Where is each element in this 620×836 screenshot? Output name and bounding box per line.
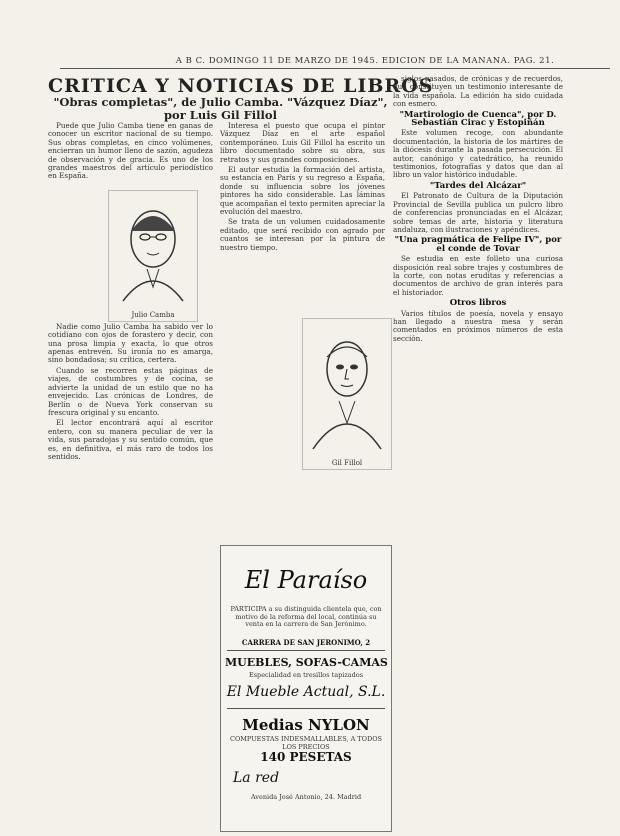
- portrait-julio-camba: [108, 190, 198, 322]
- news-column: [393, 75, 563, 830]
- paragraph: El autor estudia la formación del artista, su estancia en París y su regreso a España, donde su influencia sobre los jóvenes pintores ha sido considerable. Las láminas que acompañan el texto permiten apreciar la evolución del maestro.: [220, 165, 385, 217]
- portrait-caption: Gil Fillol: [331, 459, 363, 467]
- ad-store-address: Avenida José Antonio, 24. Madrid: [250, 793, 362, 801]
- ad-logo: El Paraíso: [244, 566, 368, 594]
- paragraph: El Patronato de Cultura de la Diputación Provincial de Sevilla publica un pulcro libro de conferencias pronunciadas en el Alcázar, sobre temas de arte, historia y literatura andaluza, con ilustraciones y apéndices.: [393, 191, 563, 234]
- portrait-caption: Julio Camba: [131, 311, 175, 319]
- ad-divider: [227, 650, 385, 651]
- ad-street: CARRERA DE SAN JERONIMO, 2: [241, 638, 371, 647]
- section-heading: "Martirologio de Cuenca", por D. Sebastián Cirac y Estopiñán: [399, 109, 557, 129]
- advertisement: [220, 545, 392, 832]
- paragraph: Se estudia en este folleto una curiosa disposición real sobre trajes y costumbres de la corte, con notas eruditas y referencias a documentos de archivo de gran interés para el historiador.: [393, 254, 563, 297]
- page-header: A B C. DOMINGO 11 DE MARZO DE 1945. EDICION DE LA MAÑANA. PAG. 21.: [175, 56, 555, 66]
- ad-stockings-heading: Medias NYLON: [242, 716, 370, 734]
- ad-furniture-sub: Especialidad en tresillos tapizados: [248, 671, 364, 679]
- section-heading: "Tardes del Alcázar": [429, 180, 527, 191]
- ad-store-name: La red: [233, 770, 280, 786]
- ad-text: PARTICIPA a su distinguida clientela que, con motivo de la reforma del local, continúa su venta en la carrera de San Jerónimo.: [230, 605, 382, 628]
- portrait-drawing: [109, 191, 197, 309]
- article-subtitle: "Obras completas", de Julio Camba. "Vázquez Díaz", por Luis Gil Fillol: [53, 95, 388, 122]
- paragraph: Cuando se recorren estas páginas de viajes, de costumbres y de cocina, se advierte la unidad de un estilo que no ha envejecido. Las crónicas de Londres, de Berlín o de Nueva York conservan su frescura original y su encanto.: [48, 365, 213, 417]
- paragraph: Se trata de un volumen cuidadosamente editado, que será recibido con agrado por cuantos se interesan por la pintura de nuestro tiempo.: [220, 217, 385, 252]
- header-rule: [60, 68, 610, 69]
- paragraph: Puede que Julio Camba tiene en ganas de conocer un escritor nacional de su tiempo. Sus obras completas, en cinco volúmenes, encierran un humor lleno de sazón, agudeza de observación y de gracia. Es uno de los grandes maestros del artículo periodístico en España.: [48, 122, 213, 181]
- section-heading: "Una pragmática de Felipe IV", por el conde de Tovar: [394, 235, 562, 254]
- portrait-gil-fillol: [302, 318, 392, 470]
- paragraph: Varios títulos de poesía, novela y ensayo han llegado a nuestra mesa y serán comentados en próximos números de esta sección.: [393, 308, 563, 343]
- ad-divider: [227, 708, 385, 709]
- paragraph: Nadie como Julio Camba ha sabido ver lo cotidiano con ojos de forastero y decir, con una prosa limpia y exacta, lo que otros apenas entrevén. Su ironía no es amarga, sino bondadosa; su crítica, certera.: [48, 321, 213, 365]
- paragraph: Interesa el puesto que ocupa el pintor Vázquez Díaz en el arte español contemporáneo. Luis Gil Fillol ha escrito un libro documentado sobre su obra, sus retratos y sus grandes composiciones.: [220, 122, 385, 164]
- ad-furniture-heading: MUEBLES, SOFAS-CAMAS: [225, 656, 388, 669]
- portrait-drawing: [303, 319, 391, 455]
- paragraph: El lector encontrará aquí al escritor entero, con su manera peculiar de ver la vida, sus paradojas y su sentido común, que es, en definitiva, el más raro de todos los sentidos.: [48, 418, 213, 461]
- ad-stockings-sub: COMPUESTAS INDESMALLABLES, A TODOS LOS PRECIOS: [229, 735, 383, 751]
- section-title: CRITICA Y NOTICIAS DE LIBROS: [48, 75, 434, 97]
- ad-furniture-brand: El Mueble Actual, S.L.: [226, 684, 386, 700]
- paragraph: siglos pasados, de crónicas y de recuerdos, que constituyen un testimonio interesante de la vida española. La edición ha sido cuidada con esmero.: [393, 75, 563, 109]
- ad-price: 140 PESETAS: [260, 750, 352, 764]
- section-heading: Otros libros: [449, 298, 507, 309]
- paragraph: Este volumen recoge, con abundante documentación, la historia de los mártires de la diócesis durante la pasada persecución. El autor, canónigo y catedrático, ha reunido testimonios, fotografías y datos que dan al libro un valor histórico indudable.: [393, 128, 563, 180]
